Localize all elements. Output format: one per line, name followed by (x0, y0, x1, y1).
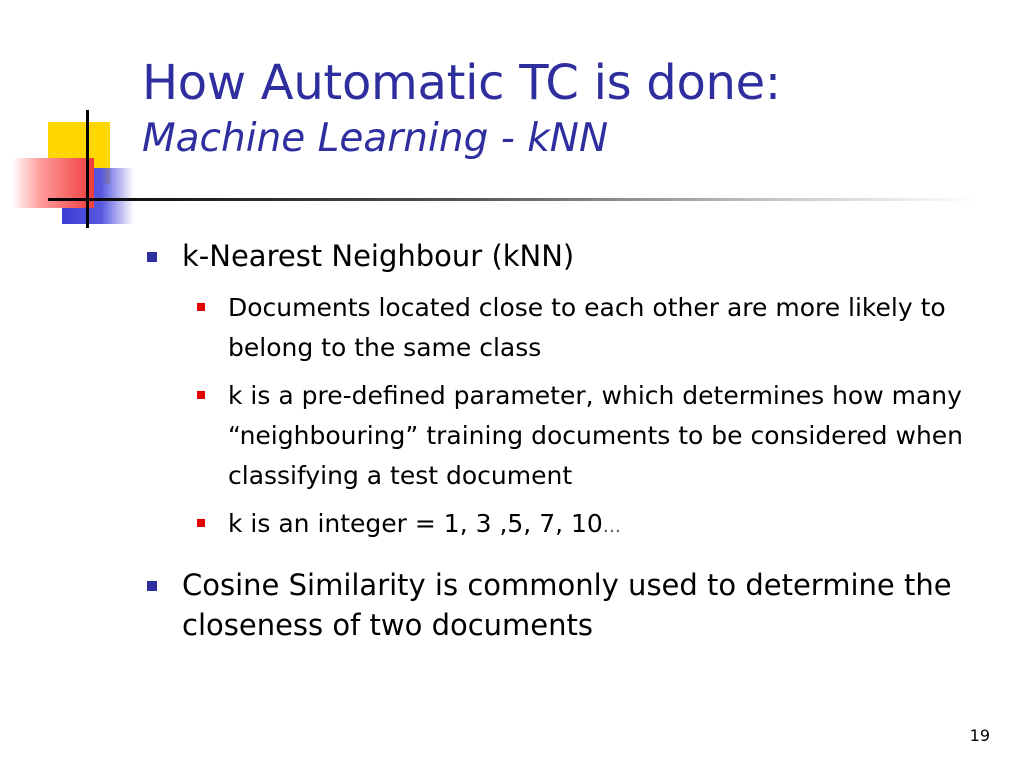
slide-logo-decoration (0, 0, 150, 240)
sub-bullet-item (142, 376, 968, 496)
logo-vertical-line (86, 110, 89, 228)
title-line-2: Machine Learning - kNN (142, 116, 609, 161)
square-bullet-icon (197, 519, 205, 527)
bullet-item (142, 236, 1002, 276)
title-underline-rule (48, 198, 978, 201)
slide-body (142, 236, 1002, 657)
sub-bullet-text: k is an integer = 1, 3 ,5, 7, 10 (228, 509, 603, 538)
bullet-item (142, 565, 1002, 645)
square-bullet-icon (197, 303, 205, 311)
square-bullet-icon (147, 252, 157, 262)
square-bullet-icon (197, 391, 205, 399)
sub-bullet-text: Documents located close to each other are more likely to belong to the same class (228, 293, 946, 362)
square-bullet-icon (147, 581, 157, 591)
sub-bullet-item (142, 288, 968, 368)
sub-bullet-list (142, 288, 1002, 547)
slide-title (142, 50, 1002, 162)
page-number: 19 (969, 726, 990, 745)
bullet-text: k-Nearest Neighbour (kNN) (182, 239, 575, 273)
bullet-text: Cosine Similarity is commonly used to determine the closeness of two documents (182, 568, 952, 642)
sub-bullet-item (142, 504, 968, 547)
title-line-1: How Automatic TC is done: (142, 55, 781, 111)
sub-bullet-text: k is a pre-defined parameter, which determines how many “neighbouring” training documents to be considered when classifying a test document (228, 381, 964, 490)
ellipsis: … (602, 516, 621, 537)
